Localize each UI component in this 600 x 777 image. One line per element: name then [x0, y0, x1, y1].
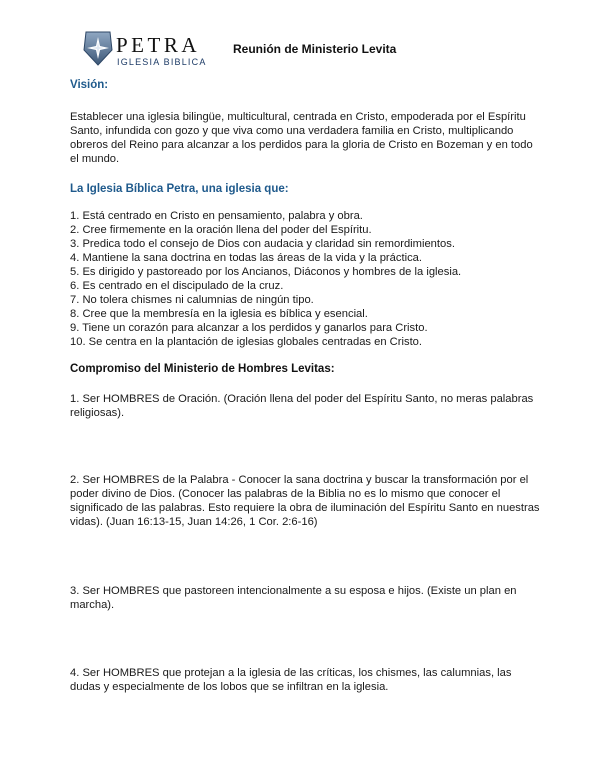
page-title: Reunión de Ministerio Levita: [233, 42, 397, 56]
vision-heading: Visión:: [70, 79, 109, 91]
document-header: [80, 28, 540, 72]
list-item: 8. Cree que la membresía en la iglesia es bíblica y esencial.: [70, 308, 368, 320]
vision-paragraph: Establecer una iglesia bilingüe, multicultural, centrada en Cristo, empoderada por el Espíritu Santo, infundida con gozo y que viva como una verdadera familia en Cristo, multiplicando obreros del Reino para alcanzar a los perdidos para la gloria de Cristo en Bozeman y en todo el mundo.: [70, 111, 533, 165]
church-list: [70, 209, 540, 349]
list-item: 3. Predica todo el consejo de Dios con audacia y claridad sin remordimientos.: [70, 238, 455, 250]
list-item: 9. Tiene un corazón para alcanzar a los perdidos y ganarlos para Cristo.: [70, 322, 428, 334]
commitment-item: 4. Ser HOMBRES que protejan a la iglesia de las críticas, los chismes, las calumnias, las dudas y especialmente de los lobos que se infiltran en la iglesia.: [70, 667, 512, 693]
commitment-item: 3. Ser HOMBRES que pastoreen intencionalmente a su esposa e hijos. (Existe un plan en marcha).: [70, 585, 517, 611]
church-section: [70, 182, 540, 349]
vision-section: [70, 78, 540, 166]
star-emblem-icon: [80, 28, 116, 68]
list-item: 4. Mantiene la sana doctrina en todas las áreas de la vida y la práctica.: [70, 252, 422, 264]
list-item: 1. Está centrado en Cristo en pensamiento, palabra y obra.: [70, 210, 363, 222]
commitment-heading-block: [70, 362, 540, 376]
commitment-item: 1. Ser HOMBRES de Oración. (Oración llena del poder del Espíritu Santo, no meras palabras religiosas).: [70, 393, 534, 419]
list-item: 7. No tolera chismes ni calumnias de ningún tipo.: [70, 294, 314, 306]
list-item: 2. Cree firmemente en la oración llena del poder del Espíritu.: [70, 224, 372, 236]
petra-logo: [80, 28, 207, 72]
list-item: 10. Se centra en la plantación de iglesias globales centradas en Cristo.: [70, 336, 423, 348]
list-item: 6. Es centrado en el discipulado de la cruz.: [70, 280, 284, 292]
commitment-item: 2. Ser HOMBRES de la Palabra - Conocer la sana doctrina y buscar la transformación por el poder divino de Dios. (Conocer las palabras de la Biblia no es lo mismo que conocer el significado de las palabras. Esto requiere la obra de iluminación del Espíritu Santo en nuestras vidas). (Juan 16:13-15, Juan 14:26, 1 Cor. 2:6-16): [70, 474, 540, 528]
logo-wordmark: PETRA: [116, 33, 201, 57]
church-heading: La Iglesia Bíblica Petra, una iglesia que:: [70, 183, 289, 195]
commitment-heading: Compromiso del Ministerio de Hombres Levitas:: [70, 363, 335, 375]
logo-subtitle: IGLESIA BIBLICA: [117, 57, 207, 67]
list-item: 5. Es dirigido y pastoreado por los Ancianos, Diáconos y hombres de la iglesia.: [70, 266, 462, 278]
